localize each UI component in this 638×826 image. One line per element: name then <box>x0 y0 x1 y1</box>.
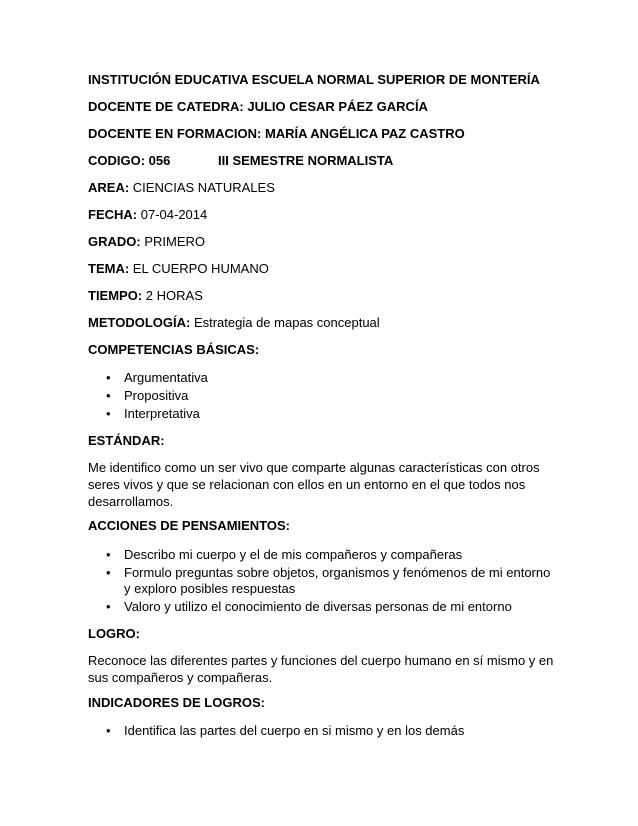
competencia-item: Interpretativa <box>124 406 200 421</box>
codigo: CODIGO: 056 <box>88 153 171 168</box>
docente-catedra: DOCENTE DE CATEDRA: JULIO CESAR PÁEZ GARCÍA <box>88 99 428 114</box>
metodologia-value: Estrategia de mapas conceptual <box>193 315 380 330</box>
tema-label: TEMA: <box>88 261 130 276</box>
tiempo-value: 2 HORAS <box>145 288 203 303</box>
indicadores-heading: INDICADORES DE LOGROS: <box>88 695 265 710</box>
tiempo-label: TIEMPO: <box>88 288 143 303</box>
tiempo-field <box>88 288 203 304</box>
accion-item: Valoro y utilizo el conocimiento de diversas personas de mi entorno <box>124 599 512 614</box>
fecha-value: 07-04-2014 <box>140 207 208 222</box>
grado-value: PRIMERO <box>144 234 206 249</box>
fecha-label: FECHA: <box>88 207 138 222</box>
fecha-field <box>88 207 207 223</box>
accion-item: Describo mi cuerpo y el de mis compañeros y compañeras <box>124 547 463 562</box>
semestre: III SEMESTRE NORMALISTA <box>218 153 394 168</box>
area-label: AREA: <box>88 180 130 195</box>
competencias-heading: COMPETENCIAS BÁSICAS: <box>88 342 260 357</box>
estandar-heading: ESTÁNDAR: <box>88 433 165 448</box>
tema-value: EL CUERPO HUMANO <box>132 261 269 276</box>
area-field <box>88 180 275 196</box>
metodologia-label: METODOLOGÍA: <box>88 315 191 330</box>
accion-item: Formulo preguntas sobre objetos, organismos y fenómenos de mi entorno y exploro posibles respuestas <box>124 565 551 596</box>
bullet-icon: • <box>106 565 111 580</box>
indicador-item: Identifica las partes del cuerpo en si mismo y en los demás <box>124 723 465 738</box>
grado-field <box>88 234 205 250</box>
competencia-item: Argumentativa <box>124 370 208 385</box>
estandar-text: Me identifico como un ser vivo que comparte algunas características con otros seres vivos y que se relacionan con ellos en un entorno en el que todos nos desarrollamos. <box>88 460 540 509</box>
logro-text: Reconoce las diferentes partes y funciones del cuerpo humano en sí mismo y en sus compañeros y compañeras. <box>88 653 554 685</box>
bullet-icon: • <box>106 599 111 614</box>
docente-formacion: DOCENTE EN FORMACION: MARÍA ANGÉLICA PAZ CASTRO <box>88 126 465 141</box>
tema-field <box>88 261 269 277</box>
metodologia-field <box>88 315 380 331</box>
logro-heading: LOGRO: <box>88 626 140 641</box>
area-value: CIENCIAS NATURALES <box>132 180 275 195</box>
competencia-item: Propositiva <box>124 388 189 403</box>
institution-title: INSTITUCIÓN EDUCATIVA ESCUELA NORMAL SUPERIOR DE MONTERÍA <box>88 72 540 87</box>
bullet-icon: • <box>106 388 111 403</box>
acciones-heading: ACCIONES DE PENSAMIENTOS: <box>88 518 291 533</box>
bullet-icon: • <box>106 547 111 562</box>
bullet-icon: • <box>106 406 111 421</box>
bullet-icon: • <box>106 370 111 385</box>
bullet-icon: • <box>106 723 111 738</box>
grado-label: GRADO: <box>88 234 141 249</box>
